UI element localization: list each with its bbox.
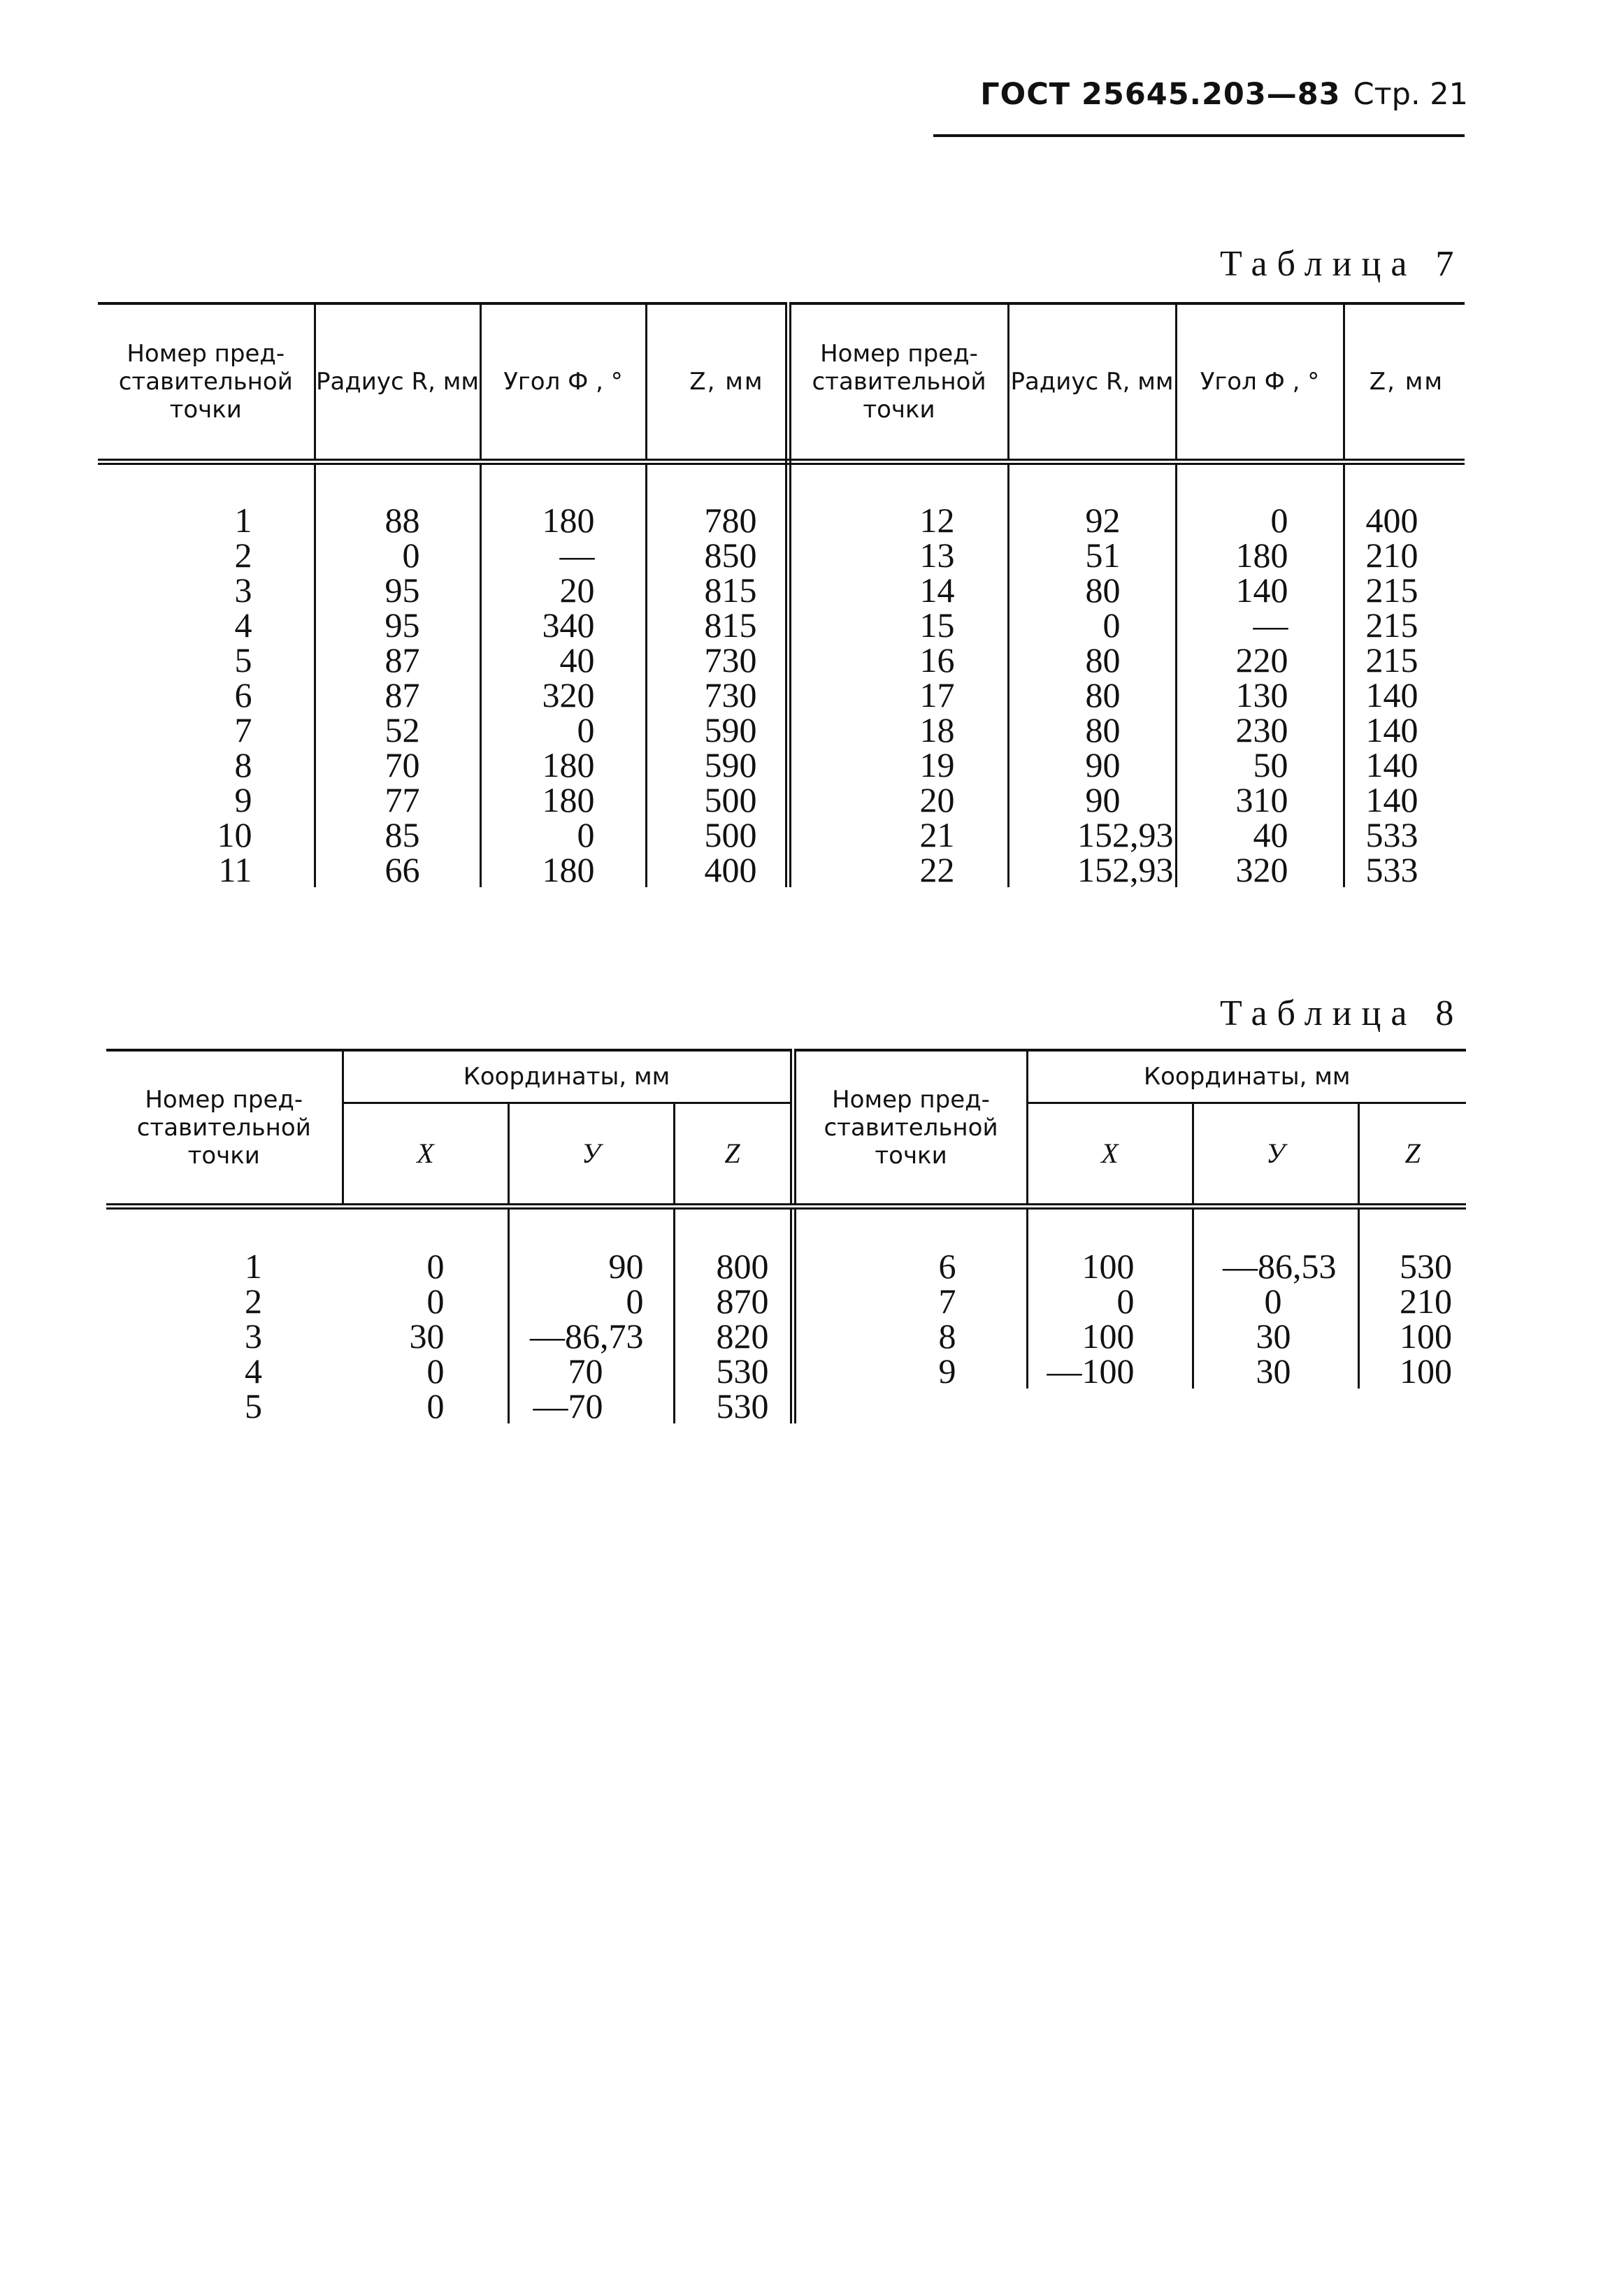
table8-cell: —70 — [508, 1389, 674, 1423]
table7-cell: 340 — [480, 608, 646, 643]
table8-header-point-number: Номер пред-ставительной точки — [106, 1050, 343, 1207]
table8-header-x-2: X — [1027, 1103, 1193, 1207]
table8-header-point-number-2: Номер пред-ставительной точки — [793, 1050, 1027, 1207]
table7-cell: 0 — [315, 538, 480, 573]
table8-header-z: Z — [674, 1103, 793, 1207]
table8-cell: 870 — [674, 1284, 793, 1319]
table7-cell: 590 — [646, 712, 788, 747]
table7-cell: 730 — [646, 677, 788, 712]
table7-header-row — [98, 303, 1465, 462]
table7-header-z-2: Z, мм — [1344, 303, 1465, 462]
table7-cell: 1 — [98, 462, 315, 538]
table7-cell: 80 — [1008, 573, 1176, 608]
table-row — [98, 817, 1465, 852]
table-row — [98, 782, 1465, 817]
table-row — [98, 677, 1465, 712]
table8-cell: 30 — [1193, 1354, 1358, 1389]
table7-cell: 8 — [98, 747, 315, 782]
table8-cell — [1027, 1389, 1193, 1423]
table8-cell: 0 — [343, 1207, 508, 1284]
table7-cell: 780 — [646, 462, 788, 538]
table8-header-row — [106, 1050, 1466, 1103]
table7-cell: 500 — [646, 817, 788, 852]
table7-cell: 90 — [1008, 747, 1176, 782]
page-number: Стр. 21 — [1353, 77, 1468, 112]
table7 — [98, 302, 1465, 887]
table7-cell: 180 — [480, 782, 646, 817]
table7-cell: 90 — [1008, 782, 1176, 817]
table7-cell: 66 — [315, 852, 480, 887]
table8-cell: 70 — [508, 1354, 674, 1389]
table7-cell: 16 — [788, 643, 1008, 677]
table8-header-y-2: У — [1193, 1103, 1358, 1207]
table7-cell: 40 — [1176, 817, 1344, 852]
table7-cell: 40 — [480, 643, 646, 677]
table8-cell: 4 — [245, 1351, 262, 1391]
table-row — [98, 573, 1465, 608]
table7-cell: 3 — [98, 573, 315, 608]
table8-cell: 530 — [1400, 1247, 1453, 1286]
table7-cell: 87 — [315, 677, 480, 712]
table-row — [106, 1207, 1466, 1284]
table-row — [106, 1319, 1466, 1354]
table7-cell: 180 — [480, 462, 646, 538]
table7-header-radius: Радиус R, мм — [315, 303, 480, 462]
table8-cell: 0 — [343, 1284, 508, 1319]
table-row — [98, 747, 1465, 782]
table7-cell: 4 — [98, 608, 315, 643]
table-row — [98, 462, 1465, 538]
table7-cell: 500 — [646, 782, 788, 817]
table8-cell: 9 — [793, 1354, 1027, 1389]
table8-cell: 90 — [508, 1207, 674, 1284]
table8-header-z-2: Z — [1358, 1103, 1466, 1207]
table8-cell: 0 — [343, 1389, 508, 1423]
table7-cell: 850 — [646, 538, 788, 573]
table7-cell: 180 — [480, 747, 646, 782]
table7-cell: 6 — [98, 677, 315, 712]
table7-header-point-number-2: Номер пред-ставительной точки — [788, 303, 1008, 462]
table7-cell: 220 — [1176, 643, 1344, 677]
table7-cell: 140 — [1365, 745, 1418, 784]
table7-cell: 0 — [1008, 608, 1176, 643]
table7-cell: 92 — [1008, 462, 1176, 538]
table8-cell: 30 — [343, 1319, 508, 1354]
table8-cell: 100 — [1400, 1351, 1453, 1391]
table7-cell: 180 — [1176, 538, 1344, 573]
table7-cell: 152,93 — [1008, 852, 1176, 887]
table7-cell: 310 — [1176, 782, 1344, 817]
table8-cell: 7 — [793, 1284, 1027, 1319]
table7-cell: 5 — [98, 643, 315, 677]
table-row — [98, 538, 1465, 573]
table7-cell: 18 — [788, 712, 1008, 747]
table7-cell: 17 — [788, 677, 1008, 712]
table7-cell: 400 — [646, 852, 788, 887]
table8-header-x: X — [343, 1103, 508, 1207]
table8-cell: 800 — [674, 1207, 793, 1284]
table7-cell: 11 — [98, 852, 315, 887]
table8-cell: —100 — [1027, 1354, 1193, 1389]
table7-cell: 80 — [1008, 712, 1176, 747]
table8-cell: 210 — [1400, 1282, 1453, 1321]
table8-cell: 820 — [674, 1319, 793, 1354]
table7-cell: 19 — [788, 747, 1008, 782]
table8-cell: 6 — [793, 1207, 1027, 1284]
table8-caption: Таблица 8 — [1220, 993, 1464, 1033]
table7-cell: 815 — [646, 608, 788, 643]
table7-cell: 0 — [480, 712, 646, 747]
table7-cell: 152,93 — [1008, 817, 1176, 852]
table7-header-radius-2: Радиус R, мм — [1008, 303, 1176, 462]
table7-cell: 10 — [98, 817, 315, 852]
table7-cell: 2 — [98, 538, 315, 573]
table7-cell: 70 — [315, 747, 480, 782]
table8-cell: —86,73 — [508, 1319, 674, 1354]
table7-cell: 95 — [315, 608, 480, 643]
table7-cell: 12 — [788, 462, 1008, 538]
table8-cell: 530 — [674, 1354, 793, 1389]
page-header — [930, 77, 1468, 112]
table7-cell: 533 — [1365, 815, 1418, 854]
table-row — [98, 852, 1465, 887]
table8-cell: 530 — [674, 1389, 793, 1423]
table7-cell: 215 — [1365, 640, 1418, 680]
table8-cell: 100 — [1027, 1207, 1193, 1284]
standard-code: ГОСТ 25645.203—83 — [980, 77, 1341, 112]
table7-cell: 13 — [788, 538, 1008, 573]
table7-cell: 87 — [315, 643, 480, 677]
table7-cell: 140 — [1365, 675, 1418, 715]
table7-cell: 230 — [1176, 712, 1344, 747]
table7-cell: 320 — [480, 677, 646, 712]
table8-cell: 8 — [793, 1319, 1027, 1354]
table7-header-z: Z, мм — [646, 303, 788, 462]
table7-cell: 50 — [1176, 747, 1344, 782]
table7-cell: 590 — [646, 747, 788, 782]
table8-cell: 100 — [1027, 1319, 1193, 1354]
table7-cell: 180 — [480, 852, 646, 887]
table8 — [106, 1049, 1466, 1426]
table7-cell: 730 — [646, 643, 788, 677]
table7-header-angle-2: Угол Ф , ° — [1176, 303, 1344, 462]
table8-cell: 30 — [1193, 1319, 1358, 1354]
table7-cell: 140 — [1365, 780, 1418, 819]
table-row — [98, 643, 1465, 677]
table8-cell: 0 — [1027, 1284, 1193, 1319]
table7-cell: 533 — [1365, 850, 1418, 889]
table7-cell: 20 — [480, 573, 646, 608]
table7-cell: 320 — [1176, 852, 1344, 887]
table8-cell — [1358, 1389, 1466, 1423]
table7-caption: Таблица 7 — [1220, 244, 1464, 284]
table8-header-coordinates-2: Координаты, мм — [1027, 1050, 1466, 1103]
table7-cell: 140 — [1176, 573, 1344, 608]
table8-cell: 1 — [245, 1247, 262, 1286]
table7-cell: 7 — [98, 712, 315, 747]
table8-cell: 0 — [343, 1354, 508, 1389]
table8-cell: 100 — [1400, 1316, 1453, 1356]
table-row — [106, 1354, 1466, 1389]
table8-cell: 2 — [245, 1282, 262, 1321]
table7-cell: 0 — [480, 817, 646, 852]
table7-cell: 14 — [788, 573, 1008, 608]
table7-cell: 80 — [1008, 643, 1176, 677]
table-row — [98, 712, 1465, 747]
table7-cell: 815 — [646, 573, 788, 608]
table7-cell: 400 — [1365, 501, 1418, 540]
table7-cell: 22 — [788, 852, 1008, 887]
table7-cell: 85 — [315, 817, 480, 852]
table7-cell: 9 — [98, 782, 315, 817]
table7-cell: 80 — [1008, 677, 1176, 712]
table8-header-y: У — [508, 1103, 674, 1207]
table7-header-point-number: Номер пред-ставительной точки — [98, 303, 315, 462]
table7-cell: 20 — [788, 782, 1008, 817]
table7-header-angle: Угол Ф , ° — [480, 303, 646, 462]
table7-cell: 130 — [1176, 677, 1344, 712]
table7-cell: 15 — [788, 608, 1008, 643]
table7-cell: 77 — [315, 782, 480, 817]
table7-cell: 88 — [315, 462, 480, 538]
table8-cell — [793, 1389, 1027, 1423]
table8-header-coordinates: Координаты, мм — [343, 1050, 793, 1103]
table8-cell: 0 — [508, 1284, 674, 1319]
header-rule — [933, 134, 1465, 137]
table8-cell: 3 — [245, 1316, 262, 1356]
table7-cell: 51 — [1008, 538, 1176, 573]
table7-cell: 21 — [788, 817, 1008, 852]
table7-cell: 140 — [1365, 710, 1418, 749]
table7-cell: 210 — [1365, 536, 1418, 575]
table7-cell: 0 — [1176, 462, 1344, 538]
table8-cell — [1193, 1389, 1358, 1423]
table7-cell: 52 — [315, 712, 480, 747]
table7-cell: 95 — [315, 573, 480, 608]
table7-cell: 215 — [1365, 571, 1418, 610]
table8-cell: 5 — [245, 1386, 262, 1426]
table-row — [98, 608, 1465, 643]
table-row — [106, 1284, 1466, 1319]
table7-cell: — — [480, 538, 646, 573]
table8-cell: —86,53 — [1193, 1207, 1358, 1284]
table-row — [106, 1389, 1466, 1423]
table7-cell: 215 — [1365, 605, 1418, 645]
table8-cell: 0 — [1193, 1284, 1358, 1319]
table7-cell: — — [1176, 608, 1344, 643]
